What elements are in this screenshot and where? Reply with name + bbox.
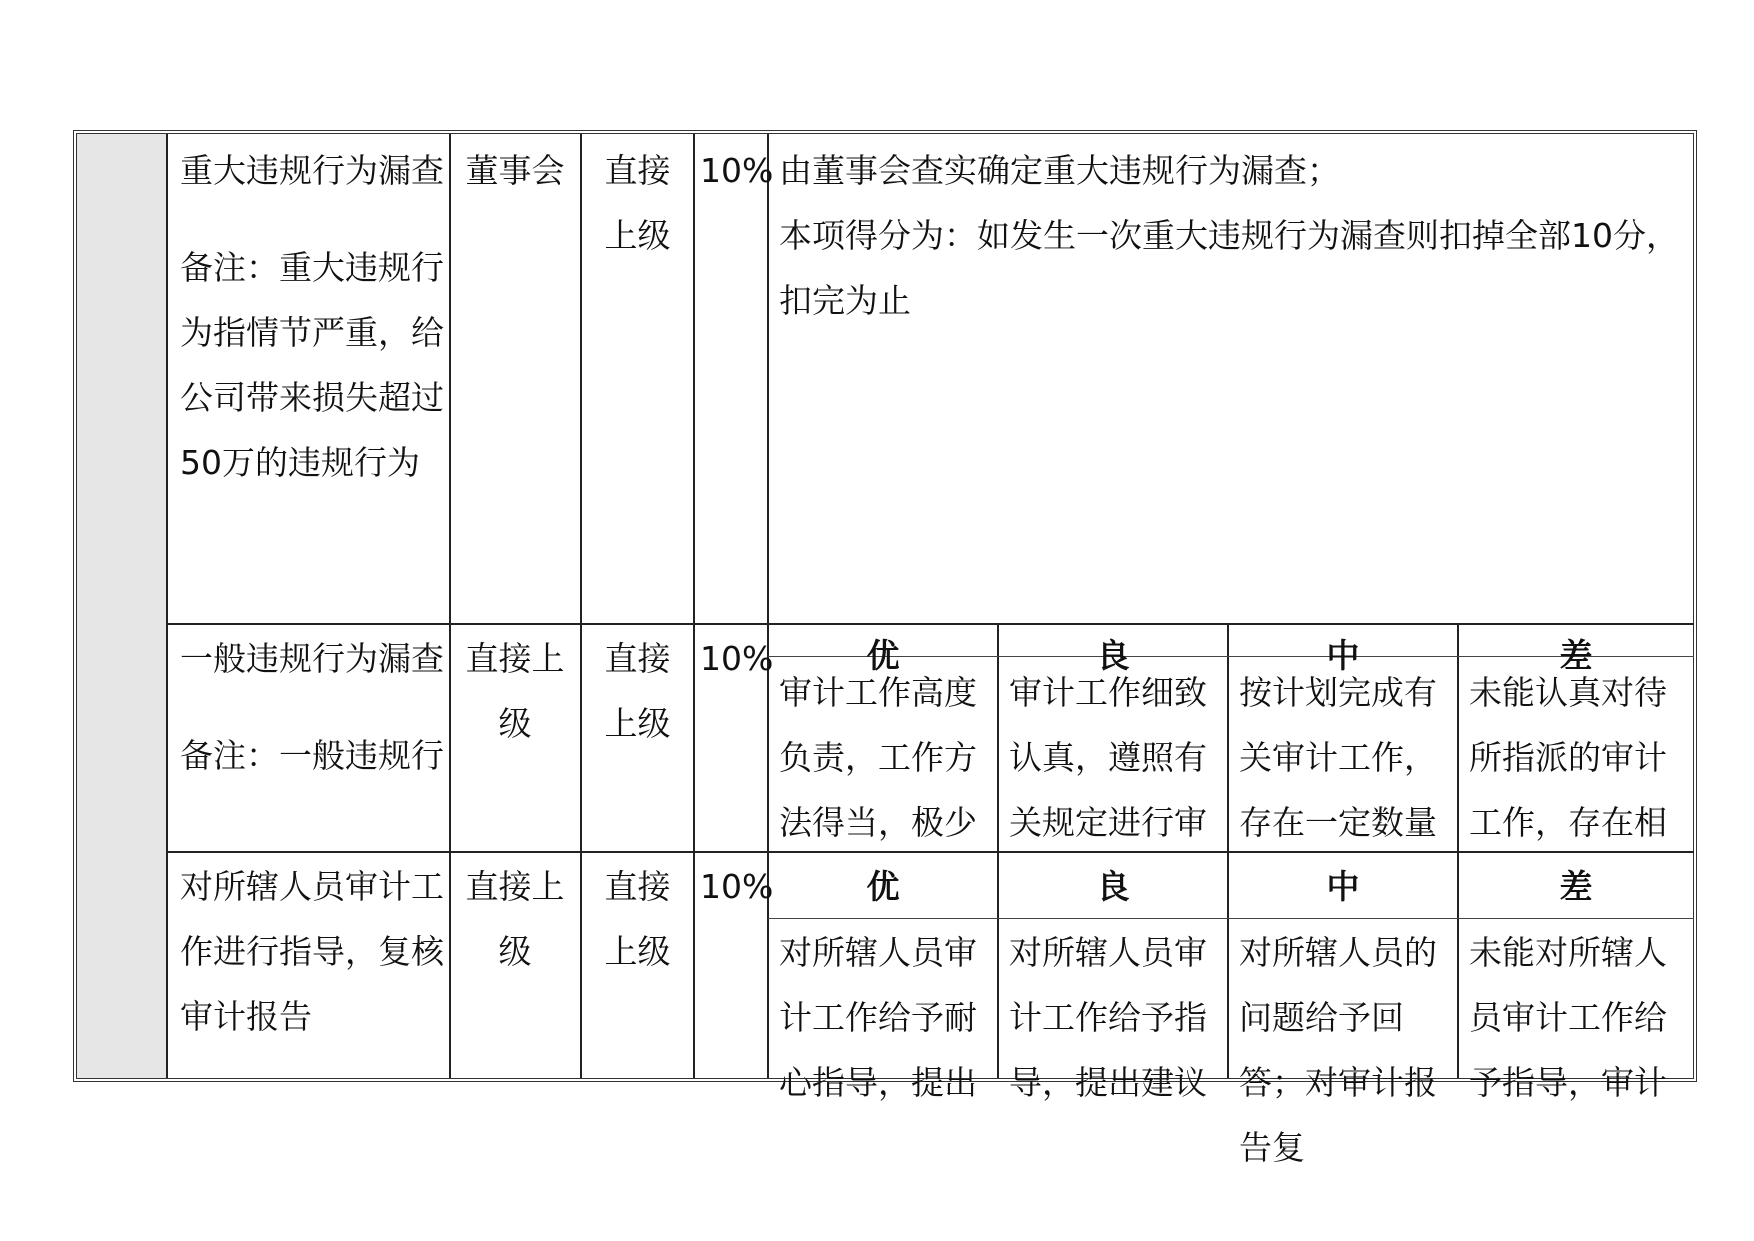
indicator-text: 对所辖人员审计工作进行指导，复核审计报告 <box>180 867 444 1036</box>
grade-criteria: 未能认真对待所指派的审计工作，存在相 <box>1469 673 1667 842</box>
grade-header: 差 <box>1559 636 1593 675</box>
evaluator-cell <box>600 626 675 850</box>
grade-criteria: 审计工作细致认真，遵照有关规定进行审 <box>1009 673 1207 842</box>
weight-cell <box>700 138 774 622</box>
grade-header: 中 <box>1326 636 1360 675</box>
source-cell <box>460 626 570 850</box>
category-column <box>77 134 168 1078</box>
evaluator-text: 直接上级 <box>604 867 671 971</box>
evaluator-text: 直接上级 <box>604 639 671 743</box>
grade-header-divider <box>768 656 1694 657</box>
criteria-line: 由董事会查实确定重大违规行为漏查； <box>779 151 1340 190</box>
indicator-text: 重大违规行为漏查 <box>180 151 444 190</box>
grade-header: 中 <box>1326 867 1360 906</box>
grade-header-divider <box>768 918 1694 919</box>
col-divider <box>693 134 695 1078</box>
source-cell <box>460 854 570 1078</box>
grade-criteria: 未能对所辖人员审计工作给予指导，审计 <box>1469 933 1667 1102</box>
grade-criteria: 对所辖人员审计工作给予指导，提出建议 <box>1009 933 1207 1102</box>
source-cell <box>451 138 579 622</box>
grade-header: 良 <box>1096 636 1130 675</box>
criteria-cell <box>779 138 1691 622</box>
indicator-text: 一般违规行为漏查 <box>180 639 444 678</box>
indicator-cell <box>180 138 445 622</box>
source-text: 董事会 <box>465 151 565 190</box>
grade-header: 优 <box>866 867 900 906</box>
weight-text: 10% <box>700 151 774 190</box>
evaluator-text: 直接上级 <box>604 151 671 255</box>
criteria-line: 本项得分为：如发生一次重大违规行为漏查则扣掉全部10分，扣完为止 <box>779 216 1679 320</box>
weight-cell <box>700 854 774 1078</box>
source-text: 直接上级 <box>465 639 565 743</box>
grade-header: 良 <box>1096 867 1130 906</box>
row-divider <box>168 623 1694 625</box>
grade-criteria: 审计工作高度负责，工作方法得当，极少 <box>779 673 977 842</box>
weight-cell <box>700 626 774 850</box>
col-divider <box>580 134 582 1078</box>
indicator-cell <box>180 854 445 1078</box>
weight-text: 10% <box>700 639 774 678</box>
col-divider <box>767 134 769 1078</box>
source-text: 直接上级 <box>465 867 565 971</box>
weight-text: 10% <box>700 867 774 906</box>
grade-header: 优 <box>866 636 900 675</box>
grade-criteria: 对所辖人员审计工作给予耐心指导，提出 <box>779 933 977 1102</box>
grade-criteria: 对所辖人员的问题给予回答；对审计报告复 <box>1239 933 1437 1167</box>
indicator-note: 备注：重大违规行为指情节严重，给公司带来损失超过50万的违规行为 <box>180 248 444 482</box>
indicator-note: 备注：一般违规行 <box>180 736 444 775</box>
grade-header: 差 <box>1559 867 1593 906</box>
grade-criteria: 按计划完成有关审计工作，存在一定数量 <box>1239 673 1437 842</box>
evaluator-cell <box>600 854 675 1078</box>
evaluator-cell <box>600 138 675 622</box>
indicator-cell <box>180 626 445 850</box>
